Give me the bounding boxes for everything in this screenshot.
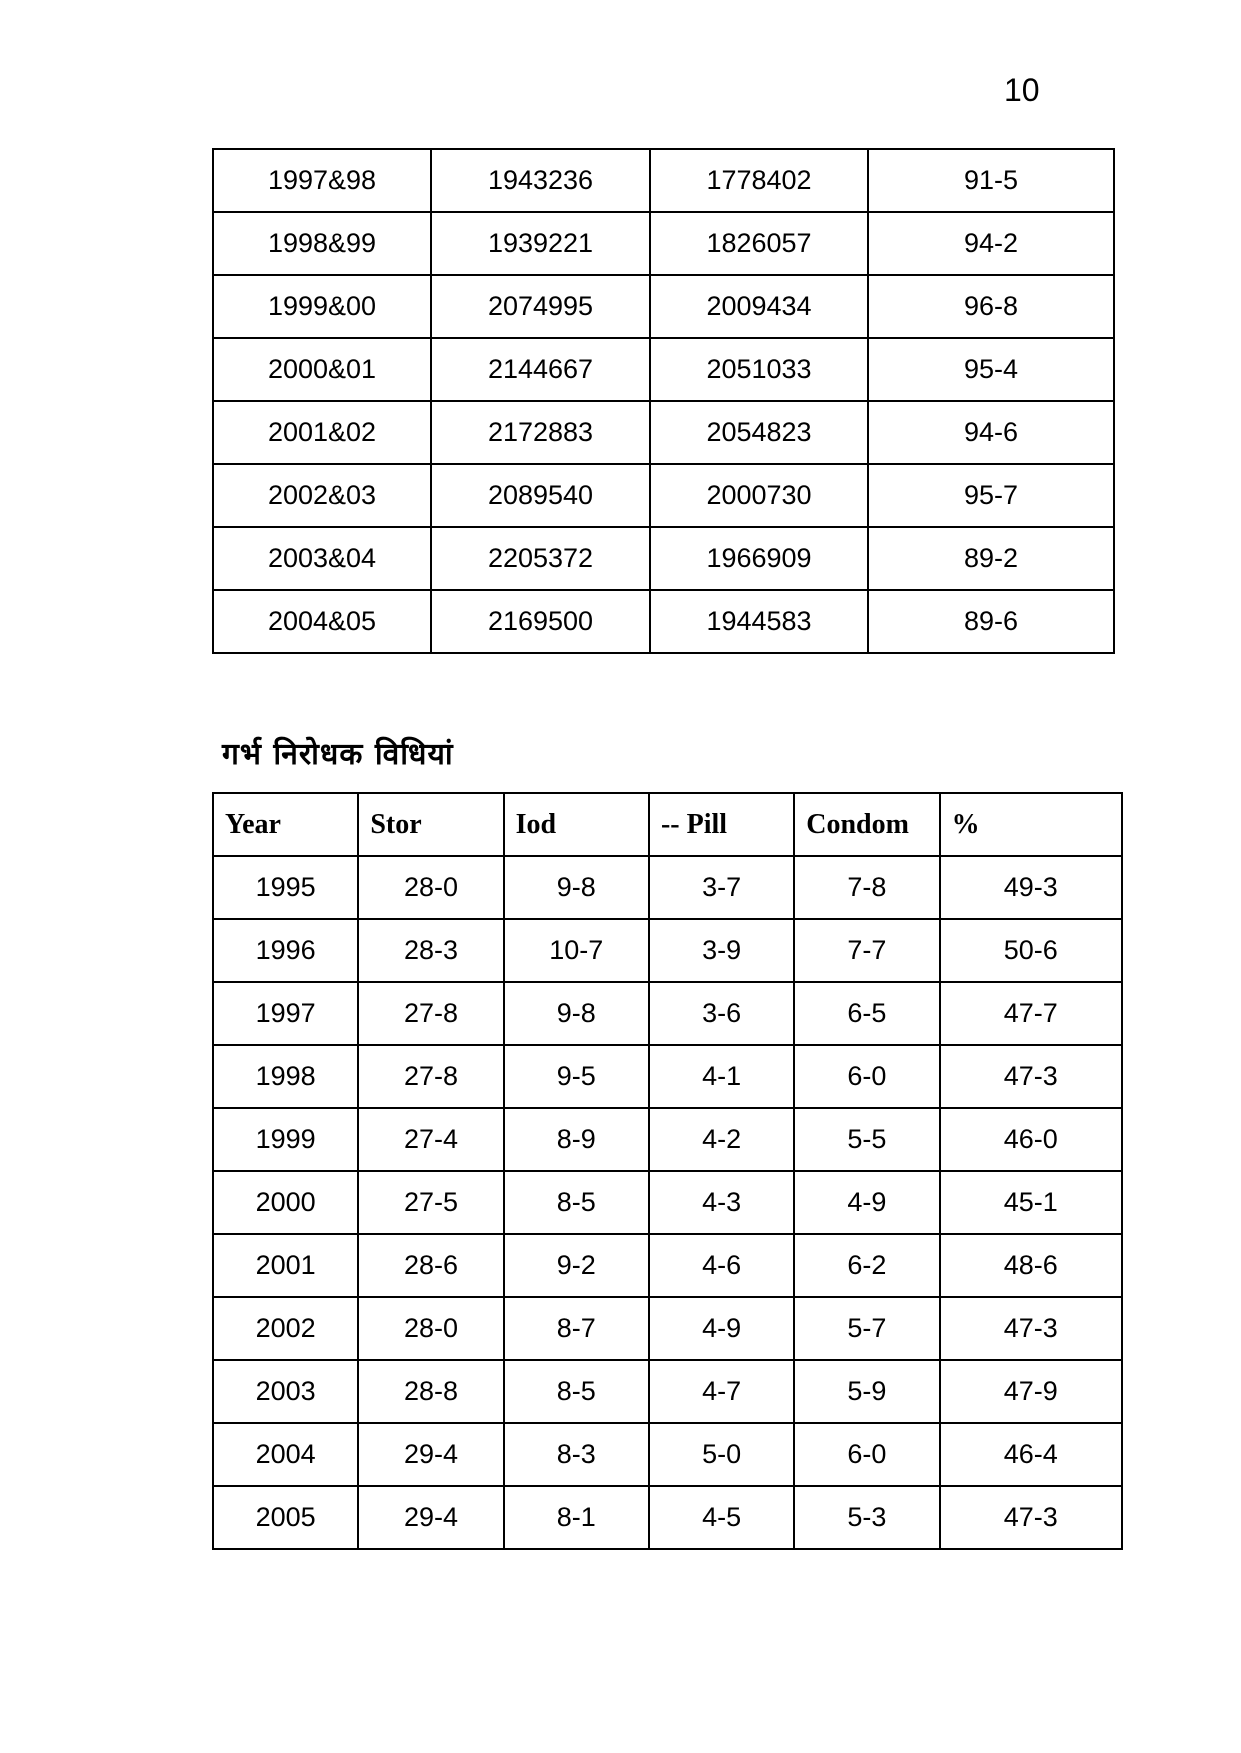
table-cell: 1997 — [213, 982, 358, 1045]
table-row — [213, 856, 1122, 919]
table-row — [213, 590, 1114, 653]
table-cell: 94-6 — [868, 401, 1114, 464]
table-cell: 27-8 — [358, 1045, 503, 1108]
table-row — [213, 149, 1114, 212]
table-row — [213, 1234, 1122, 1297]
table-cell: 6-0 — [794, 1045, 939, 1108]
table-cell: 7-8 — [794, 856, 939, 919]
table-cell: 1998 — [213, 1045, 358, 1108]
table-cell: 4-5 — [649, 1486, 794, 1549]
table-cell: 4-6 — [649, 1234, 794, 1297]
table-cell: 4-3 — [649, 1171, 794, 1234]
table-cell: 28-6 — [358, 1234, 503, 1297]
table-cell: 2000730 — [650, 464, 868, 527]
table-cell: 2074995 — [431, 275, 650, 338]
column-header: Iod — [504, 793, 649, 856]
table-cell: 3-7 — [649, 856, 794, 919]
table-cell: 9-8 — [504, 982, 649, 1045]
table-cell: 9-2 — [504, 1234, 649, 1297]
table-row — [213, 464, 1114, 527]
table-cell: 95-4 — [868, 338, 1114, 401]
table-cell: 4-9 — [649, 1297, 794, 1360]
table-cell: 1995 — [213, 856, 358, 919]
table-cell: 2001&02 — [213, 401, 431, 464]
table-cell: 2004 — [213, 1423, 358, 1486]
table-cell: 2051033 — [650, 338, 868, 401]
table-cell: 95-7 — [868, 464, 1114, 527]
table-cell: 94-2 — [868, 212, 1114, 275]
table-cell: 28-8 — [358, 1360, 503, 1423]
contraceptive-methods-table-body — [213, 856, 1122, 1549]
table-cell: 5-9 — [794, 1360, 939, 1423]
table-cell: 4-9 — [794, 1171, 939, 1234]
table-cell: 45-1 — [940, 1171, 1122, 1234]
table-row — [213, 919, 1122, 982]
table-cell: 1939221 — [431, 212, 650, 275]
table-cell: 28-0 — [358, 856, 503, 919]
table-cell: 1999 — [213, 1108, 358, 1171]
table-cell: 6-5 — [794, 982, 939, 1045]
table-cell: 8-9 — [504, 1108, 649, 1171]
table-cell: 89-6 — [868, 590, 1114, 653]
table-row — [213, 527, 1114, 590]
column-header: % — [940, 793, 1122, 856]
table-row — [213, 982, 1122, 1045]
table-cell: 6-2 — [794, 1234, 939, 1297]
table-cell: 3-6 — [649, 982, 794, 1045]
table-cell: 47-7 — [940, 982, 1122, 1045]
table-cell: 5-5 — [794, 1108, 939, 1171]
table-cell: 2009434 — [650, 275, 868, 338]
table-cell: 1966909 — [650, 527, 868, 590]
table-cell: 2002 — [213, 1297, 358, 1360]
table-cell: 2005 — [213, 1486, 358, 1549]
table-row — [213, 1486, 1122, 1549]
table-cell: 2205372 — [431, 527, 650, 590]
table-row — [213, 1108, 1122, 1171]
table-row — [213, 338, 1114, 401]
table-cell: 2001 — [213, 1234, 358, 1297]
table-cell: 89-2 — [868, 527, 1114, 590]
table-cell: 8-1 — [504, 1486, 649, 1549]
table-cell: 2003 — [213, 1360, 358, 1423]
table-cell: 9-5 — [504, 1045, 649, 1108]
table-cell: 49-3 — [940, 856, 1122, 919]
table-row — [213, 1360, 1122, 1423]
table-cell: 8-5 — [504, 1360, 649, 1423]
table-header-row — [213, 793, 1122, 856]
table-cell: 28-0 — [358, 1297, 503, 1360]
table-cell: 28-3 — [358, 919, 503, 982]
table-row — [213, 1297, 1122, 1360]
table-row — [213, 1045, 1122, 1108]
table-cell: 29-4 — [358, 1486, 503, 1549]
table-cell: 4-1 — [649, 1045, 794, 1108]
table-cell: 8-7 — [504, 1297, 649, 1360]
table-cell: 6-0 — [794, 1423, 939, 1486]
column-header: -- Pill — [649, 793, 794, 856]
table-cell: 8-3 — [504, 1423, 649, 1486]
table-cell: 2089540 — [431, 464, 650, 527]
table-cell: 2000&01 — [213, 338, 431, 401]
table-cell: 1944583 — [650, 590, 868, 653]
page-number: 10 — [1004, 72, 1040, 108]
table-cell: 8-5 — [504, 1171, 649, 1234]
table-cell: 27-4 — [358, 1108, 503, 1171]
table-cell: 2169500 — [431, 590, 650, 653]
column-header: Stor — [358, 793, 503, 856]
table-cell: 50-6 — [940, 919, 1122, 982]
table-row — [213, 401, 1114, 464]
table-cell: 2004&05 — [213, 590, 431, 653]
table-cell: 47-3 — [940, 1297, 1122, 1360]
table-cell: 96-8 — [868, 275, 1114, 338]
table-cell: 27-5 — [358, 1171, 503, 1234]
table-cell: 47-3 — [940, 1486, 1122, 1549]
table-cell: 46-4 — [940, 1423, 1122, 1486]
column-header: Year — [213, 793, 358, 856]
table-cell: 27-8 — [358, 982, 503, 1045]
column-header: Condom — [794, 793, 939, 856]
table-cell: 1996 — [213, 919, 358, 982]
table-cell: 10-7 — [504, 919, 649, 982]
table-cell: 1943236 — [431, 149, 650, 212]
table-row — [213, 1171, 1122, 1234]
table-cell: 5-3 — [794, 1486, 939, 1549]
table-cell: 91-5 — [868, 149, 1114, 212]
table-cell: 47-9 — [940, 1360, 1122, 1423]
table-row — [213, 275, 1114, 338]
statistics-table-body — [213, 149, 1114, 653]
section-heading: गर्भ निरोधक विधियां — [222, 737, 454, 772]
contraceptive-methods-table — [212, 792, 1123, 1550]
table-cell: 1826057 — [650, 212, 868, 275]
table-cell: 29-4 — [358, 1423, 503, 1486]
table-cell: 1997&98 — [213, 149, 431, 212]
table-cell: 9-8 — [504, 856, 649, 919]
table-cell: 1998&99 — [213, 212, 431, 275]
table-cell: 5-7 — [794, 1297, 939, 1360]
table-cell: 2144667 — [431, 338, 650, 401]
table-cell: 1778402 — [650, 149, 868, 212]
statistics-table — [212, 148, 1115, 654]
table-cell: 2002&03 — [213, 464, 431, 527]
table-cell: 2054823 — [650, 401, 868, 464]
table-row — [213, 1423, 1122, 1486]
table-cell: 4-2 — [649, 1108, 794, 1171]
table-cell: 2172883 — [431, 401, 650, 464]
table-cell: 7-7 — [794, 919, 939, 982]
table-cell: 5-0 — [649, 1423, 794, 1486]
table-cell: 47-3 — [940, 1045, 1122, 1108]
table-cell: 4-7 — [649, 1360, 794, 1423]
table-cell: 46-0 — [940, 1108, 1122, 1171]
table-row — [213, 212, 1114, 275]
table-cell: 2000 — [213, 1171, 358, 1234]
table-cell: 2003&04 — [213, 527, 431, 590]
table-cell: 3-9 — [649, 919, 794, 982]
table-cell: 48-6 — [940, 1234, 1122, 1297]
table-cell: 1999&00 — [213, 275, 431, 338]
